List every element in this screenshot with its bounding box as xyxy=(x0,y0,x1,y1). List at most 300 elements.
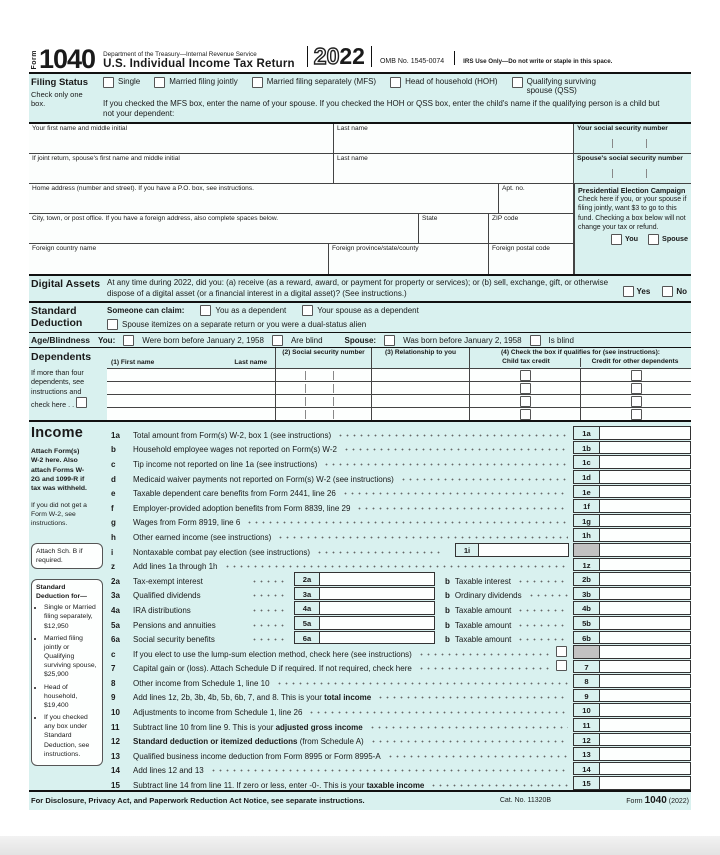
income-line-8 xyxy=(109,673,691,688)
digital-assets-label: Digital Assets xyxy=(31,277,101,290)
income-section xyxy=(29,422,691,792)
line-label-bold: Standard deduction or itemized deductions xyxy=(133,737,298,747)
line-label: Other earned income (see instructions) xyxy=(133,532,272,542)
dependent-cod-cell xyxy=(580,394,691,407)
income-line-1b xyxy=(109,440,691,455)
dependent-name-field[interactable] xyxy=(107,381,275,394)
amount-input[interactable] xyxy=(320,616,435,630)
filing-status-option-label: Married filing jointly xyxy=(169,77,238,86)
line-number-cell: 1b xyxy=(573,441,600,455)
line-label: Total amount from Form(s) W-2, box 1 (see instructions) xyxy=(133,430,332,440)
dot-leader xyxy=(316,551,444,554)
ssn-tick xyxy=(305,371,306,380)
line-number-cell: 9 xyxy=(573,689,600,703)
line-number-cell: 11 xyxy=(573,718,600,732)
you-born-label: Were born before January 2, 1958 xyxy=(142,335,264,345)
dot-leader xyxy=(277,536,568,539)
dependent-cod-cell xyxy=(580,407,691,420)
dependent-relationship-field[interactable] xyxy=(371,394,469,407)
dot-leader xyxy=(276,682,568,685)
form-1040 xyxy=(29,30,691,810)
dot-leader xyxy=(251,624,285,627)
dependent-ssn-field[interactable] xyxy=(275,368,371,381)
income-line-1a xyxy=(109,425,691,440)
income-line-2b xyxy=(109,571,691,586)
identity-row-2 xyxy=(29,154,691,184)
ctc-checkbox-wrap xyxy=(470,369,580,381)
dot-leader xyxy=(517,580,568,583)
line-label: Taxable amount xyxy=(454,635,512,645)
dot-leader xyxy=(251,594,285,597)
foreign-province-field[interactable]: Foreign province/state/county xyxy=(329,244,489,274)
amount-input[interactable] xyxy=(320,587,435,601)
foreign-postal-field[interactable]: Foreign postal code xyxy=(489,244,574,274)
filing-status-option-3[interactable] xyxy=(390,77,498,88)
apt-field[interactable]: Apt. no. xyxy=(499,184,574,214)
line-label: Taxable amount xyxy=(454,620,512,630)
dot-leader xyxy=(246,521,568,524)
amount-input[interactable] xyxy=(600,455,691,469)
line-label-bold: adjusted gross income xyxy=(275,722,363,732)
line-label: Taxable interest xyxy=(454,576,511,586)
line-letter: b xyxy=(445,635,450,645)
claim-itemizes-label: Spouse itemizes on a separate return or you were a dual-status alien xyxy=(122,320,367,330)
you-born-checkbox[interactable] xyxy=(123,335,134,346)
dot-leader xyxy=(251,580,285,583)
dependent-ssn-field[interactable] xyxy=(275,394,371,407)
ssn-tick xyxy=(612,139,613,148)
line-checkbox[interactable] xyxy=(556,646,567,657)
spouse-born-checkbox[interactable] xyxy=(384,335,395,346)
line-number: 1a xyxy=(111,430,120,440)
line-label: Qualified business income deduction from Form 8995 or Form 8995-A xyxy=(133,751,381,761)
cod-checkbox-wrap xyxy=(581,408,691,420)
dot-leader xyxy=(377,696,568,699)
amount-input[interactable] xyxy=(320,601,435,615)
dependent-ctc-cell xyxy=(469,368,580,381)
line-number-cell: 3b xyxy=(573,587,600,601)
combat-pay-input[interactable] xyxy=(479,543,569,557)
line-number: 10 xyxy=(111,708,120,718)
city-field[interactable]: City, town, or post office. If you have a foreign address, also complete spaces below. xyxy=(29,214,419,244)
first-name-field[interactable]: Your first name and middle initial xyxy=(29,124,334,154)
last-name-field[interactable]: Last name xyxy=(334,124,574,154)
line-number: 2a xyxy=(111,576,120,586)
amount-input[interactable] xyxy=(600,587,691,601)
filing-status-option-label: Head of household (HOH) xyxy=(405,77,498,86)
income-line-9 xyxy=(109,688,691,703)
age-spouse-label: Spouse: xyxy=(344,335,377,345)
line-number: h xyxy=(111,532,116,542)
line-number-cell: 8 xyxy=(573,674,600,688)
dot-leader xyxy=(224,565,568,568)
line-label: Standard deduction or itemized deductions (from Schedule A) xyxy=(133,737,364,747)
ssn-tick xyxy=(333,371,334,380)
foreign-country-field[interactable]: Foreign country name xyxy=(29,244,329,274)
line-number-cell: 5b xyxy=(573,616,600,630)
cod-checkbox-wrap xyxy=(581,395,691,407)
dot-leader xyxy=(356,507,568,510)
line-number: f xyxy=(111,503,114,513)
line-number: b xyxy=(111,445,116,455)
dependent-ssn-field[interactable] xyxy=(275,381,371,394)
form-number: 1040 xyxy=(39,44,96,75)
dependent-ctc-cell xyxy=(469,394,580,407)
dependent-ctc-cell xyxy=(469,407,580,420)
income-line-1c xyxy=(109,454,691,469)
line-number-cell xyxy=(573,645,600,659)
line-label: Capital gain or (loss). Attach Schedule D if required. If not required, check here xyxy=(133,664,412,674)
amount-input[interactable] xyxy=(600,470,691,484)
identity-section xyxy=(29,124,691,276)
amount-input[interactable] xyxy=(600,674,691,688)
dependent-ssn-field[interactable] xyxy=(275,407,371,420)
dot-leader xyxy=(251,609,285,612)
amount-input[interactable] xyxy=(600,616,691,630)
line-number: 12 xyxy=(111,737,120,747)
income-line-i xyxy=(109,542,691,557)
amount-input[interactable] xyxy=(600,499,691,513)
line-label: Add lines 1a through 1h xyxy=(133,562,218,572)
filing-status-checkbox-1[interactable] xyxy=(154,77,165,88)
filing-status-option-0[interactable] xyxy=(103,77,140,88)
dependent-name-field[interactable] xyxy=(107,394,275,407)
you-blind-checkbox[interactable] xyxy=(272,335,283,346)
dependent-ctc-checkbox[interactable] xyxy=(520,409,531,420)
line-box-label: 3a xyxy=(294,587,320,601)
income-line-6b xyxy=(109,630,691,645)
digital-assets-question: At any time during 2022, did you: (a) receive (as a reward, award, or payment for property or services); or (b) sell, exchange, gift, or otherwise dispose of a digital asset (or a financial interest in a digital asset)? (See instructions.) xyxy=(107,277,609,298)
line-number: 13 xyxy=(111,751,120,761)
filing-status-option-label: Married filing separately (MFS) xyxy=(266,77,377,86)
income-line-10 xyxy=(109,702,691,717)
amount-input[interactable] xyxy=(600,485,691,499)
dependent-relationship-field[interactable] xyxy=(371,368,469,381)
claim-spouse-checkbox[interactable] xyxy=(302,305,313,316)
line-label: If you elect to use the lump-sum election method, check here (see instructions) xyxy=(133,649,412,659)
identity-row-1 xyxy=(29,124,691,154)
footer-notice: For Disclosure, Privacy Act, and Paperwork Reduction Act Notice, see separate instructions. xyxy=(31,796,365,806)
footer-form-num: 1040 xyxy=(644,795,667,807)
filing-status-option-1[interactable] xyxy=(154,77,237,88)
amount-input[interactable] xyxy=(600,747,691,761)
income-line-c xyxy=(109,644,691,659)
income-lines xyxy=(109,422,691,790)
amount-input[interactable] xyxy=(600,631,691,645)
footer-form-word: Form xyxy=(626,798,645,806)
amount-input[interactable] xyxy=(600,703,691,717)
line-label: Wages from Form 8919, line 6 xyxy=(133,518,241,528)
filing-status-checkbox-4[interactable] xyxy=(512,77,523,88)
ssn-tick xyxy=(333,384,334,393)
line-number-cell: 10 xyxy=(573,703,600,717)
income-line-1f xyxy=(109,498,691,513)
filing-status-option-label: Qualifying surviving spouse (QSS) xyxy=(526,77,596,95)
line-letter: b xyxy=(445,620,450,630)
amount-input[interactable] xyxy=(600,528,691,542)
line-label: Nontaxable combat pay election (see instructions) xyxy=(133,547,310,557)
line-number: 5a xyxy=(111,620,120,630)
age-you-label: You: xyxy=(98,335,116,345)
cod-checkbox-wrap xyxy=(581,369,691,381)
more-dependents-checkbox[interactable] xyxy=(76,397,87,408)
income-line-4b xyxy=(109,600,691,615)
filing-status-checkbox-2[interactable] xyxy=(252,77,263,88)
filing-status-checkbox-0[interactable] xyxy=(103,77,114,88)
line-number-cell: 1d xyxy=(573,470,600,484)
filing-status-option-label: Single xyxy=(118,77,141,86)
dependent-relationship-field[interactable] xyxy=(371,381,469,394)
sd-callout-title: Standard Deduction for— xyxy=(36,583,87,601)
line-label: Qualified dividends xyxy=(133,591,201,601)
line-number: e xyxy=(111,489,116,499)
income-line-7 xyxy=(109,659,691,674)
dot-leader xyxy=(517,638,568,641)
line-box-label: 2a xyxy=(294,572,320,586)
line-number-cell: 7 xyxy=(573,660,600,674)
line-number-cell xyxy=(573,543,600,557)
amount-input[interactable] xyxy=(600,441,691,455)
amount-input[interactable] xyxy=(600,660,691,674)
dependent-cod-checkbox[interactable] xyxy=(631,370,642,381)
irs-use-only: IRS Use Only—Do not write or staple in this space. xyxy=(454,51,612,65)
footer-form-number xyxy=(626,795,689,806)
dependents-more-note xyxy=(31,368,91,410)
dependent-ctc-checkbox[interactable] xyxy=(520,383,531,394)
age-blindness-section xyxy=(29,333,691,348)
dep-col4-title: (4) Check the box if qualifies for (see instructions): xyxy=(500,349,660,357)
ssn-tick xyxy=(612,169,613,178)
yes-label: Yes xyxy=(636,287,651,297)
ssn-tick xyxy=(305,410,306,419)
ctc-checkbox-wrap xyxy=(470,395,580,407)
dependent-ctc-checkbox[interactable] xyxy=(520,396,531,407)
dependent-ctc-checkbox[interactable] xyxy=(520,370,531,381)
dependents-table xyxy=(107,348,691,420)
income-left-column xyxy=(29,422,109,790)
dep-last-name-header: Last name xyxy=(234,359,267,367)
line-label: Household employee wages not reported on Form(s) W-2 xyxy=(133,445,337,455)
line-box-label: 1i xyxy=(455,543,479,557)
line-label: Other income from Schedule 1, line 10 xyxy=(133,678,270,688)
line-number: 8 xyxy=(111,678,116,688)
line-number: c xyxy=(111,459,116,469)
pec-you-option[interactable] xyxy=(611,234,638,245)
sd-callout-item-1: • Married filing jointly or Qualifying surviving spouse, $25,900 xyxy=(44,634,98,680)
pec-spouse-option[interactable] xyxy=(648,234,688,245)
claim-spouse-option[interactable] xyxy=(302,305,419,316)
filing-status-option-2[interactable] xyxy=(252,77,376,88)
amount-input[interactable] xyxy=(600,776,691,790)
yes-checkbox[interactable] xyxy=(623,286,634,297)
line-number-cell: 15 xyxy=(573,776,600,790)
line-label-bold: taxable income xyxy=(366,781,425,791)
dependent-cod-cell xyxy=(580,381,691,394)
line-label: Adjustments to income from Schedule 1, line 26 xyxy=(133,708,303,718)
spouse-blind-checkbox[interactable] xyxy=(530,335,541,346)
line-number-cell: 1a xyxy=(573,426,600,440)
dot-leader xyxy=(528,594,568,597)
amount-input[interactable] xyxy=(320,631,435,645)
no-w2-note: If you did not get a Form W-2, see instructions. xyxy=(31,502,87,528)
line-number: d xyxy=(111,474,116,484)
state-field[interactable]: State xyxy=(419,214,489,244)
dot-leader xyxy=(210,769,568,772)
attach-w2-note: Attach Form(s) W-2 here. Also attach Forms W-2G and 1099-R if tax was withheld. xyxy=(31,448,87,492)
line-number-cell: 12 xyxy=(573,733,600,747)
dependent-cod-checkbox[interactable] xyxy=(631,396,642,407)
amount-input[interactable] xyxy=(600,733,691,747)
income-line-1h xyxy=(109,527,691,542)
form-word-label: Form xyxy=(31,49,38,69)
amount-input[interactable] xyxy=(600,558,691,572)
tax-year xyxy=(307,43,372,70)
spouse-first-name-field[interactable]: If joint return, spouse's first name and middle initial xyxy=(29,154,334,184)
spouse-born-label: Was born before January 2, 1958 xyxy=(403,335,522,345)
dot-leader xyxy=(370,740,568,743)
amount-input[interactable] xyxy=(600,426,691,440)
digital-assets-no-option[interactable] xyxy=(662,286,687,297)
line-label: Add lines 12 and 13 xyxy=(133,766,204,776)
dependent-name-field[interactable] xyxy=(107,368,275,381)
dep-col2-header: (2) Social security number xyxy=(275,348,371,368)
line-label: Taxable amount xyxy=(454,605,512,615)
line-checkbox[interactable] xyxy=(556,660,567,671)
claim-line-1 xyxy=(107,305,687,316)
amount-input[interactable] xyxy=(320,572,435,586)
title-block xyxy=(103,51,295,70)
income-line-12 xyxy=(109,732,691,747)
line-label: Pensions and annuities xyxy=(133,620,216,630)
line-label: Ordinary dividends xyxy=(454,591,522,601)
digital-assets-answers xyxy=(623,286,687,297)
amount-input[interactable] xyxy=(600,689,691,703)
dependents-label-block xyxy=(29,348,107,420)
line-number-cell: 1z xyxy=(573,558,600,572)
standard-deduction-section xyxy=(29,303,691,333)
spouse-ssn-field[interactable]: Spouse's social security number xyxy=(574,154,691,184)
claim-you-option[interactable] xyxy=(200,305,286,316)
line-letter: b xyxy=(445,591,450,601)
omb-number: OMB No. 1545-0074 xyxy=(379,58,445,65)
line-number: 11 xyxy=(111,722,120,732)
ssn-field[interactable]: Your social security number xyxy=(574,124,691,154)
line-number-cell: 1c xyxy=(573,455,600,469)
filing-status-options xyxy=(103,77,687,95)
amount-input[interactable] xyxy=(600,601,691,615)
claim-spouse-label: Your spouse as a dependent xyxy=(317,306,419,316)
dot-leader xyxy=(342,492,568,495)
filing-status-label: Filing Status xyxy=(31,77,88,88)
line-number-cell: 2b xyxy=(573,572,600,586)
dot-leader xyxy=(308,711,568,714)
dependent-name-field[interactable] xyxy=(107,407,275,420)
filing-status-option-4[interactable] xyxy=(512,77,620,95)
line-number-cell: 4b xyxy=(573,601,600,615)
you-blind-label: Are blind xyxy=(290,335,323,345)
amount-input[interactable] xyxy=(600,514,691,528)
dependent-ctc-cell xyxy=(469,381,580,394)
income-line-13 xyxy=(109,746,691,761)
line-number: 6a xyxy=(111,635,120,645)
line-label: Employer-provided adoption benefits from Form 8839, line 29 xyxy=(133,503,351,513)
dot-leader xyxy=(387,755,568,758)
line-label-bold: total income xyxy=(324,693,372,703)
dot-leader xyxy=(517,609,568,612)
amount-input[interactable] xyxy=(600,645,691,659)
claim-itemizes-checkbox[interactable] xyxy=(107,319,118,330)
dot-leader xyxy=(418,653,549,656)
spouse-last-name-field[interactable]: Last name xyxy=(334,154,574,184)
pec-checkboxes xyxy=(578,234,688,245)
income-line-1e xyxy=(109,484,691,499)
dependent-cod-cell xyxy=(580,368,691,381)
filing-status-note: If you checked the MFS box, enter the name of your spouse. If you checked the HOH or QSS box, enter the child's name if the qualifying person is a child but not your dependent: xyxy=(103,99,660,119)
dependent-cod-checkbox[interactable] xyxy=(631,383,642,394)
line-label: Tip income not reported on line 1a (see instructions) xyxy=(133,459,318,469)
claim-itemizes-option[interactable] xyxy=(107,319,366,330)
line-label: Subtract line 10 from line 9. This is your adjusted gross income xyxy=(133,722,363,732)
zip-field[interactable]: ZIP code xyxy=(489,214,574,244)
line-box-label: 5a xyxy=(294,616,320,630)
page-bottom-band xyxy=(0,836,720,855)
line-number-cell: 1h xyxy=(573,528,600,542)
home-address-field[interactable]: Home address (number and street). If you have a P.O. box, see instructions. xyxy=(29,184,499,214)
income-line-1d xyxy=(109,469,691,484)
ctc-checkbox-wrap xyxy=(470,408,580,420)
pec-text: Check here if you, or your spouse if filing jointly, want $3 to go to this fund. Checking a box below will not change your tax or refund. xyxy=(578,196,687,231)
digital-assets-yes-option[interactable] xyxy=(623,286,651,297)
ssn-tick xyxy=(333,397,334,406)
line-number: 9 xyxy=(111,693,116,703)
line-number-cell: 13 xyxy=(573,747,600,761)
dot-leader xyxy=(369,726,568,729)
dependent-relationship-field[interactable] xyxy=(371,407,469,420)
pec-spouse-checkbox[interactable] xyxy=(648,234,659,245)
amount-input[interactable] xyxy=(600,718,691,732)
line-number: 4a xyxy=(111,605,120,615)
sd-callout-item-0: • Single or Married filing separately, $12,950 xyxy=(44,603,98,631)
line-number-cell: 6b xyxy=(573,631,600,645)
filing-status-checkbox-3[interactable] xyxy=(390,77,401,88)
claim-you-label: You as a dependent xyxy=(215,306,287,316)
dot-leader xyxy=(343,448,568,451)
income-line-11 xyxy=(109,717,691,732)
dependents-label: Dependents xyxy=(31,351,92,364)
line-number: 3a xyxy=(111,591,120,601)
dep-col3-header: (3) Relationship to you xyxy=(371,348,469,368)
line-number-cell: 1e xyxy=(573,485,600,499)
tax-year-outline: 20 xyxy=(313,43,340,70)
dep-col4-header xyxy=(469,348,691,368)
pec-you-checkbox[interactable] xyxy=(611,234,622,245)
income-line-3b xyxy=(109,586,691,601)
no-checkbox[interactable] xyxy=(662,286,673,297)
age-blindness-label: Age/Blindness xyxy=(31,335,91,346)
amount-input[interactable] xyxy=(600,572,691,586)
line-label: Medicaid waiver payments not reported on Form(s) W-2 (see instructions) xyxy=(133,474,394,484)
amount-input[interactable] xyxy=(600,762,691,776)
line-label: IRA distributions xyxy=(133,605,191,615)
line-number: 15 xyxy=(111,781,120,791)
dependent-cod-checkbox[interactable] xyxy=(631,409,642,420)
sd-callout-item-2: • Head of household, $19,400 xyxy=(44,683,98,711)
claim-you-checkbox[interactable] xyxy=(200,305,211,316)
line-letter: b xyxy=(445,576,450,586)
pec-you-label: You xyxy=(624,234,639,244)
amount-input[interactable] xyxy=(600,543,691,557)
line-number: c xyxy=(111,649,116,659)
